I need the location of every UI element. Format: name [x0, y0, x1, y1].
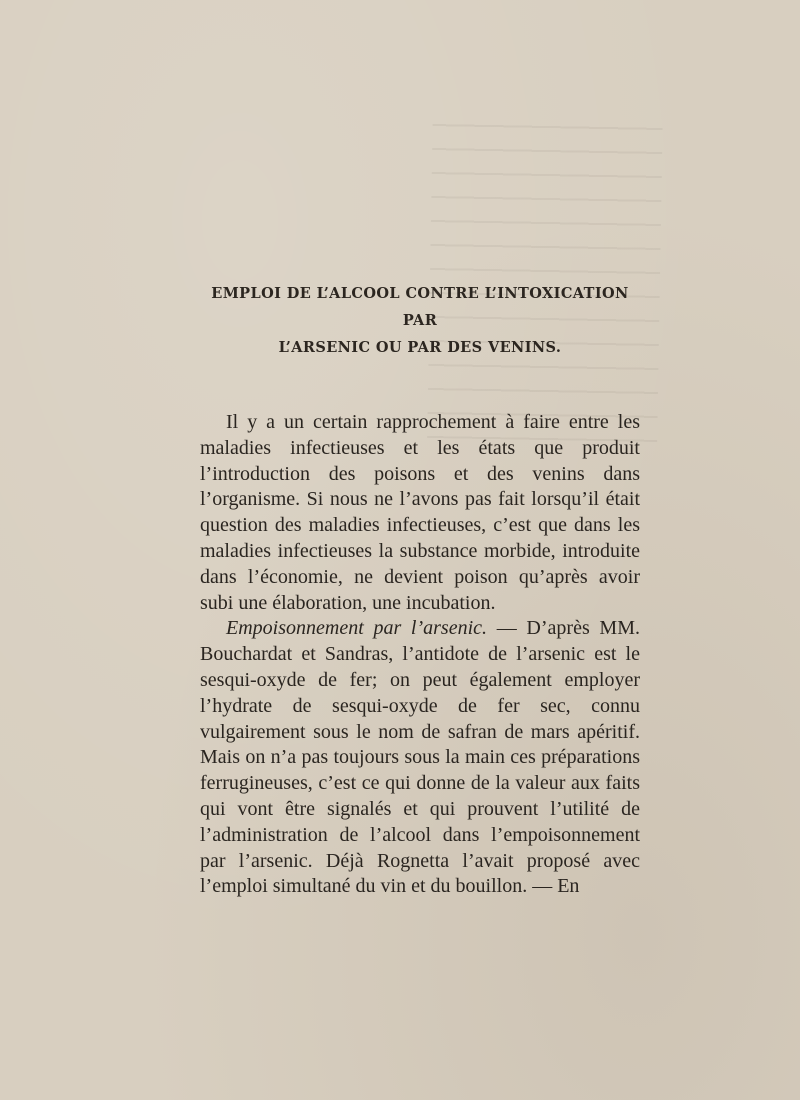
paragraph-2-text: — D’après MM. Bouchardat et Sandras, l’antidote de l’arsenic est le sesqui-oxyde de fer; on peut également employer l’hydrate de sesqui-oxyde de fer sec, connu vulgairement sous le nom de safran de mars apéritif. Mais on n’a pas toujours sous la main ces préparations ferrugineuses, c’est ce qui donne de la valeur aux faits qui vont être signalés et qui prouvent l’utilité de l’administration de l’alcool dans l’empoisonnement par l’arsenic. Déjà Rognetta l’avait proposé avec l’emploi simultané du vin et du bouillon. — En: [200, 617, 640, 898]
paragraph-2: [200, 616, 640, 900]
paragraph-2-italic-lead: Empoisonnement par l’arsenic.: [226, 617, 488, 640]
section-heading: [200, 280, 640, 361]
paragraph-1: Il y a un certain rapprochement à faire entre les maladies infectieuses et les états que produit l’introduction des poisons et des venins dans l’organisme. Si nous ne l’avons pas fait lorsqu’il était question des maladies infectieuses, c’est que dans les maladies infectieuses la substance morbide, introduite dans l’économie, ne devient poison qu’après avoir subi une élaboration, une incubation.: [200, 411, 640, 614]
body-text: [200, 410, 640, 900]
heading-line-2: L’ARSENIC OU PAR DES VENINS.: [278, 339, 562, 356]
show-through-text: [427, 108, 663, 442]
heading-line-1: EMPLOI DE L’ALCOOL CONTRE L’INTOXICATION PAR: [211, 285, 629, 329]
